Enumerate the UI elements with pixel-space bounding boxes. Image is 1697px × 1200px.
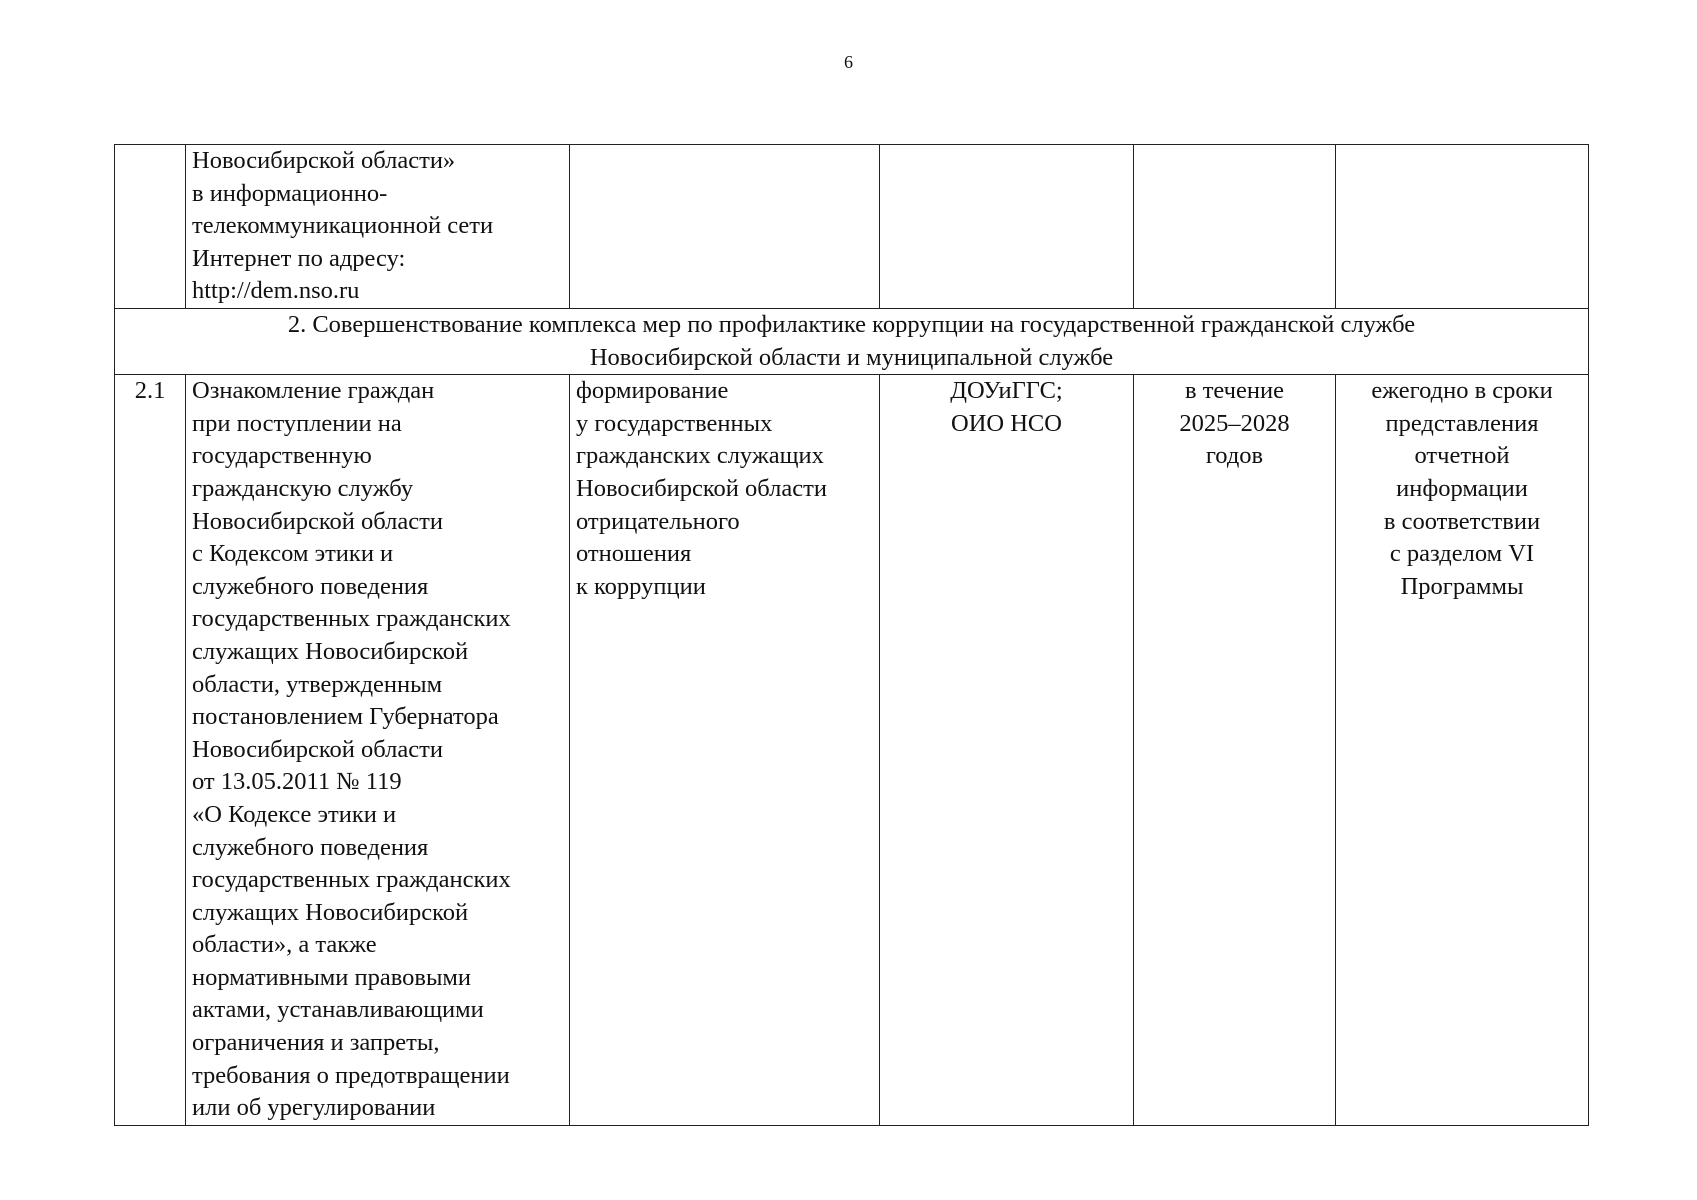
- section-title: 2. Совершенствование комплекса мер по профилактике коррупции на государственной гражданской службе Новосибирской области и муниципальной службе: [115, 309, 1589, 375]
- cell-measure-name: Ознакомление граждан при поступлении на государственную гражданскую службу Новосибирской области с Кодексом этики и служебного поведения государственных гражданских служащих Новосибирской области, утвержденным постановлением Губернатора Новосибирской области от 13.05.2011 № 119 «О Кодексе этики и служебного поведения государственных гражданских служащих Новосибирской области», а также нормативными правовыми актами, устанавливающими ограничения и запреты, требования о предотвращении или об урегулировании: [186, 375, 570, 1126]
- cell-term: в течение 2025–2028 годов: [1134, 375, 1336, 1126]
- table-row-2-1: [115, 375, 1589, 1126]
- page-number: 6: [844, 52, 853, 72]
- cell-report: ежегодно в сроки представления отчетной информации в соответствии с разделом VI Программы: [1336, 375, 1589, 1126]
- section-heading-row: [115, 309, 1589, 375]
- cell-executor: [880, 145, 1134, 309]
- cell-number: [115, 145, 186, 309]
- cell-number: 2.1: [115, 375, 186, 1126]
- cell-expected-result: формирование у государственных гражданских служащих Новосибирской области отрицательного отношения к коррупции: [570, 375, 880, 1126]
- cell-measure-name: Новосибирской области» в информационно- телекоммуникационной сети Интернет по адресу: http://dem.nso.ru: [186, 145, 570, 309]
- measures-table: [114, 144, 1589, 1126]
- cell-term: [1134, 145, 1336, 309]
- cell-report: [1336, 145, 1589, 309]
- table-row-continued: [115, 145, 1589, 309]
- cell-executor: ДОУиГГС; ОИО НСО: [880, 375, 1134, 1126]
- cell-expected-result: [570, 145, 880, 309]
